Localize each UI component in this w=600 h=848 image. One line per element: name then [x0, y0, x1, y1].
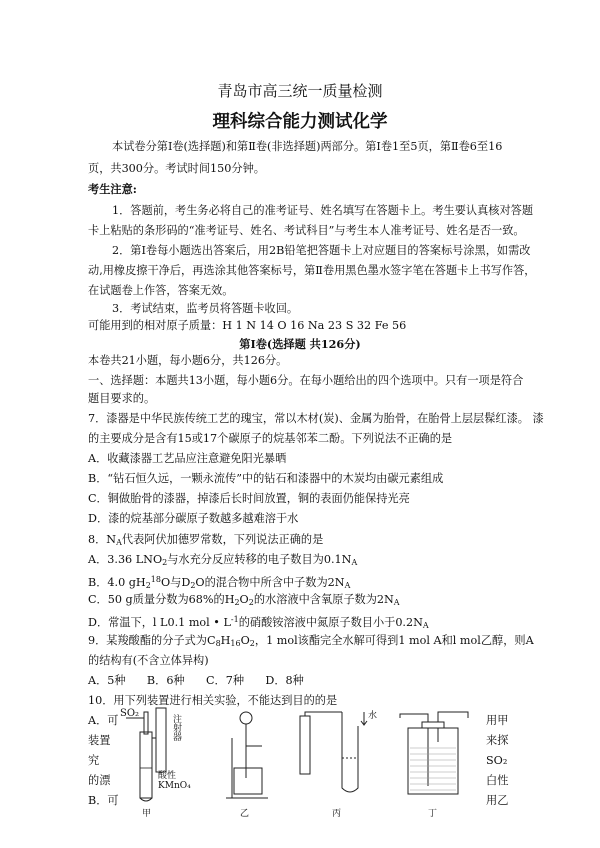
q7-option-b: B．“钻石恒久远，一颗永流传”中的钻石和漆器中的木炭均由碳元素组成 [88, 472, 444, 485]
q8-option-c: C．50 g质量分数为68%的$H_2O_2$的水溶液中含氧原子数为$2N_A$ [88, 593, 400, 607]
section-1-line-3: 题目要求的。 [88, 392, 156, 405]
q9-stem-1: 9．某羧酸酯的分子式为$C_8H_{16}O_2$，1 mol该酯完全水解可得到1 mol A和l mol乙醇，则A [88, 634, 534, 648]
section-1-title: 第Ⅰ卷(选择题 共126分) [239, 337, 361, 351]
section-1-line-2: 一、选择题：本题共13小题，每小题6分。在每小题给出的四个选项中。只有一项是符合 [88, 374, 524, 387]
q8-option-d: D．常温下，l L0.1 mol • $L^{-1}$的硝酸铵溶液中氮原子数目小于$0.2N_A$ [88, 615, 429, 630]
apparatus-jia [120, 708, 210, 818]
q10-left-4: 的漂 [88, 774, 111, 787]
q8-option-a: A．3.36 $LNO_2$与水充分反应转移的电子数目为$0.1N_A$ [88, 553, 358, 567]
apparatus-yi-drawing [222, 708, 282, 818]
apparatus-ding-drawing [392, 708, 478, 818]
label-kmno4: 酸性 KMnO₄ [158, 771, 191, 791]
note-2b: 动,用橡皮擦干净后，再选涂其他答案标号，第Ⅱ卷用黑色墨水签字笔在答题卡上书写作答， [88, 264, 536, 277]
q9-options: A．5种 B．6种 C．7种 D．8种 [88, 674, 304, 687]
apparatus-yi [222, 708, 282, 818]
q7-option-c: C．铜做胎骨的漆器，掉漆后长时间放置，铜的表面仍能保持光亮 [88, 492, 410, 505]
apparatus-jia-drawing [120, 708, 210, 818]
label-so2: SO₂ [120, 708, 140, 719]
note-2c: 在试题卷上作答，答案无效。 [88, 284, 234, 297]
exam-title: 青岛市高三统一质量检测 [217, 82, 383, 100]
intro-line-2: 页，共300分。考试时间150分钟。 [88, 162, 265, 175]
q7-stem-1: 7．漆器是中华民族传统工艺的瑰宝，常以木材(炭)、金属为胎骨，在胎骨上层层髹红漆。 漆 [88, 412, 544, 425]
q10-stem: 10．用下列装置进行相关实验，不能达到目的的是 [88, 694, 338, 707]
q10-right-3: SO₂ [486, 754, 508, 767]
note-1a: 1．答题前，考生务必将自己的准考证号、姓名填写在答题卡上。考生要认真核对答题 [112, 204, 534, 217]
q8-option-b: B．4.0 $gH_2^{18}O$与$D_2O$的混合物中所含中子数为$2N_A$ [88, 575, 351, 590]
apparatus-bing [292, 708, 382, 818]
exam-subtitle: 理科综合能力测试化学 [212, 112, 388, 132]
note-1b: 卡上粘贴的条形码的“准考证号、姓名、考试科目”与考生本人准考证号、姓名是否一致。 [88, 224, 525, 237]
label-ding: 丁 [428, 809, 438, 819]
note-3: 3．考试结束，监考员将答题卡收回。 [112, 302, 299, 315]
q10-right-2: 来探 [486, 734, 509, 747]
q7-option-d: D．漆的烷基部分碳原子数越多越难溶于水 [88, 512, 299, 525]
label-bing: 丙 [332, 809, 342, 819]
note-2a: 2．第Ⅰ卷每小题选出答案后，用2B铅笔把答题卡上对应题目的答案标号涂黑，如需改 [112, 244, 531, 257]
section-1-line-1: 本卷共21小题，每小题6分，共126分。 [88, 354, 288, 367]
label-jia: 甲 [142, 809, 152, 819]
q8-stem: 8．$N_A$代表阿伏加德罗常数，下列说法正确的是 [88, 533, 324, 547]
q10-right-4: 白性 [486, 774, 509, 787]
q10-left-3: 究 [88, 754, 100, 767]
q10-left-1: A．可 [88, 714, 119, 727]
notes-heading: 考生注意: [88, 182, 137, 196]
q10-right-1: 用甲 [486, 714, 509, 727]
q10-left-2: 装置 [88, 734, 111, 747]
q9-stem-2: 的结构有(不含立体异构) [88, 654, 209, 667]
q7-stem-2: 的主要成分是含有15或17个碳原子的烷基邻苯二酚。下列说法不正确的是 [88, 432, 453, 445]
atomic-masses: 可能用到的相对原子质量：H 1 N 14 O 16 Na 23 S 32 Fe 56 [88, 319, 407, 332]
label-syringe: 注射器 [171, 714, 181, 741]
q7-option-a: A．收藏漆器工艺品应注意避免阳光暴晒 [88, 452, 287, 465]
q10-left-5: B．可 [88, 794, 119, 807]
q10-right-5: 用乙 [486, 794, 509, 807]
label-yi: 乙 [240, 809, 250, 819]
label-water: 水 [368, 711, 378, 721]
apparatus-ding [392, 708, 478, 818]
intro-line-1: 本试卷分第Ⅰ卷(选择题)和第Ⅱ卷(非选择题)两部分。第Ⅰ卷1至5页，第Ⅱ卷6至16 [112, 140, 503, 153]
apparatus-bing-drawing [292, 708, 382, 818]
